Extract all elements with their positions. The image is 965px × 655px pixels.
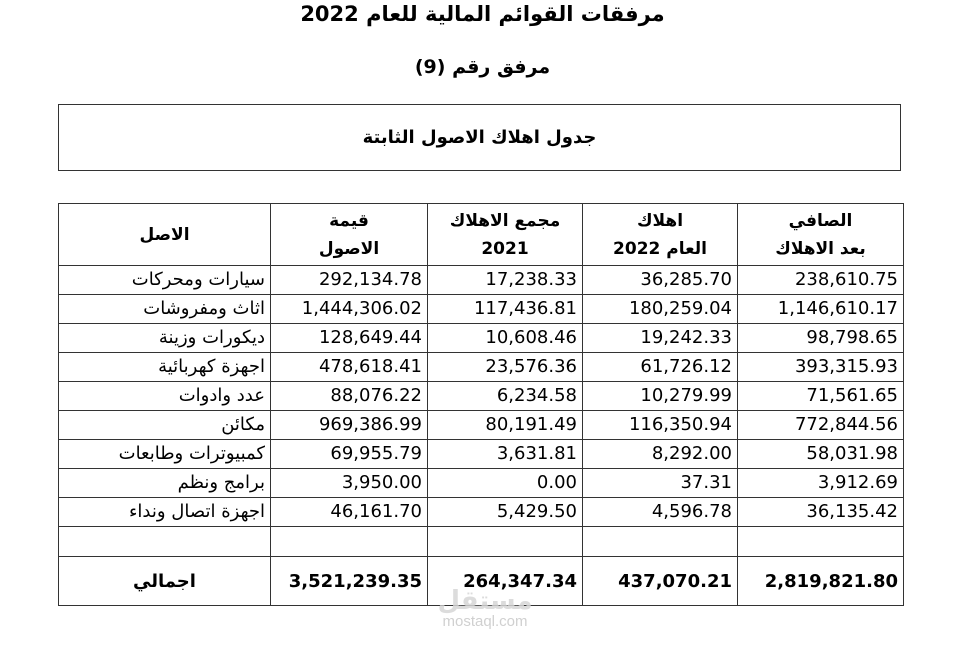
asset-name: مكائن xyxy=(59,411,271,440)
net-value: 71,561.65 xyxy=(738,382,904,411)
depreciation-table xyxy=(58,203,904,606)
table-title: جدول اهلاك الاصول الثابتة xyxy=(362,127,597,148)
asset-name: ديكورات وزينة xyxy=(59,324,271,353)
header-accumulated-depreciation: مجمع الاهلاك 2021 xyxy=(428,204,583,266)
net-value: 58,031.98 xyxy=(738,440,904,469)
year-depreciation: 36,285.70 xyxy=(583,266,738,295)
year-depreciation: 4,596.78 xyxy=(583,498,738,527)
header-year-depreciation: اهلاك العام 2022 xyxy=(583,204,738,266)
accumulated-depreciation: 6,234.58 xyxy=(428,382,583,411)
year-depreciation: 8,292.00 xyxy=(583,440,738,469)
accumulated-depreciation: 17,238.33 xyxy=(428,266,583,295)
empty-cell xyxy=(59,527,271,557)
empty-cell xyxy=(738,527,904,557)
year-depreciation: 116,350.94 xyxy=(583,411,738,440)
accumulated-depreciation: 117,436.81 xyxy=(428,295,583,324)
table-row xyxy=(59,324,904,353)
asset-name: عدد وادوات xyxy=(59,382,271,411)
table-header-row xyxy=(59,204,904,266)
header-asset: الاصل xyxy=(59,204,271,266)
accumulated-depreciation: 23,576.36 xyxy=(428,353,583,382)
accumulated-depreciation: 3,631.81 xyxy=(428,440,583,469)
header-asset-value: قيمة الاصول xyxy=(271,204,428,266)
year-depreciation: 37.31 xyxy=(583,469,738,498)
asset-value: 292,134.78 xyxy=(271,266,428,295)
year-depreciation: 19,242.33 xyxy=(583,324,738,353)
net-value: 238,610.75 xyxy=(738,266,904,295)
asset-name: برامج ونظم xyxy=(59,469,271,498)
empty-cell xyxy=(271,527,428,557)
net-value: 36,135.42 xyxy=(738,498,904,527)
empty-cell xyxy=(428,527,583,557)
table-row xyxy=(59,411,904,440)
net-value: 393,315.93 xyxy=(738,353,904,382)
total-row xyxy=(59,557,904,606)
table-row xyxy=(59,266,904,295)
asset-value: 88,076.22 xyxy=(271,382,428,411)
asset-value: 478,618.41 xyxy=(271,353,428,382)
watermark-text: mostaql.com xyxy=(442,613,528,630)
accumulated-depreciation: 80,191.49 xyxy=(428,411,583,440)
empty-cell xyxy=(583,527,738,557)
table-row xyxy=(59,382,904,411)
year-depreciation: 61,726.12 xyxy=(583,353,738,382)
net-value: 98,798.65 xyxy=(738,324,904,353)
table-row xyxy=(59,498,904,527)
asset-name: اجهزة كهربائية xyxy=(59,353,271,382)
table-title-box xyxy=(58,104,901,171)
net-value: 772,844.56 xyxy=(738,411,904,440)
asset-value: 46,161.70 xyxy=(271,498,428,527)
year-depreciation: 10,279.99 xyxy=(583,382,738,411)
net-value: 3,912.69 xyxy=(738,469,904,498)
total-label: اجمالي xyxy=(59,557,271,606)
header-net-value: الصافي بعد الاهلاك xyxy=(738,204,904,266)
accumulated-depreciation: 5,429.50 xyxy=(428,498,583,527)
asset-name: اثاث ومفروشات xyxy=(59,295,271,324)
table-row xyxy=(59,469,904,498)
year-depreciation: 180,259.04 xyxy=(583,295,738,324)
table-row xyxy=(59,353,904,382)
asset-value: 1,444,306.02 xyxy=(271,295,428,324)
accumulated-depreciation: 10,608.46 xyxy=(428,324,583,353)
asset-value: 69,955.79 xyxy=(271,440,428,469)
watermark-logo: مستقل xyxy=(437,586,533,616)
attachment-number: مرفق رقم (9) xyxy=(414,56,551,78)
asset-name: اجهزة اتصال ونداء xyxy=(59,498,271,527)
table-row xyxy=(59,440,904,469)
total-accumulated-depreciation: 264,347.34 xyxy=(428,557,583,606)
asset-value: 128,649.44 xyxy=(271,324,428,353)
total-year-depreciation: 437,070.21 xyxy=(583,557,738,606)
asset-name: سيارات ومحركات xyxy=(59,266,271,295)
page-title: مرفقات القوائم المالية للعام 2022 xyxy=(300,2,665,26)
asset-value: 969,386.99 xyxy=(271,411,428,440)
asset-name: كمبيوترات وطابعات xyxy=(59,440,271,469)
total-net-value: 2,819,821.80 xyxy=(738,557,904,606)
net-value: 1,146,610.17 xyxy=(738,295,904,324)
asset-value: 3,950.00 xyxy=(271,469,428,498)
total-asset-value: 3,521,239.35 xyxy=(271,557,428,606)
table-row xyxy=(59,295,904,324)
empty-row xyxy=(59,527,904,557)
accumulated-depreciation: 0.00 xyxy=(428,469,583,498)
